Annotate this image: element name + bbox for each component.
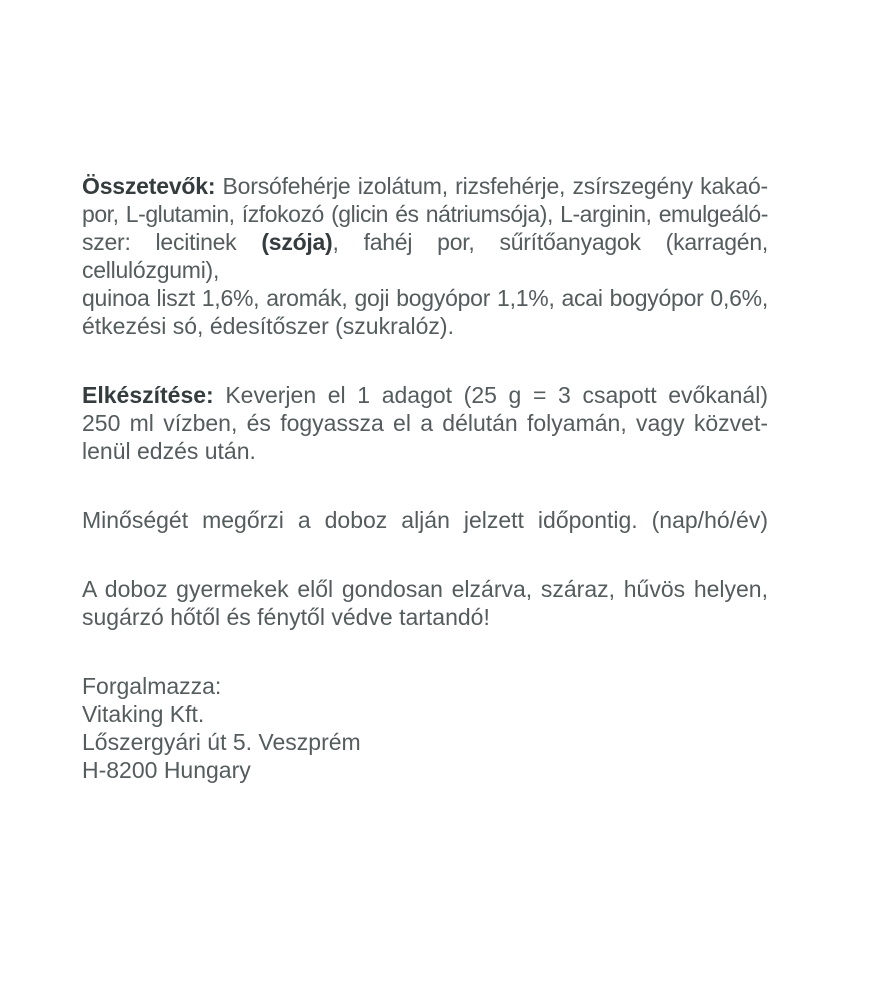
text-line: Forgalmazza: (82, 673, 222, 699)
text-line: Összetevők: Borsófehérje izolátum, rizsfehérje, zsírszegény kakaó- (82, 173, 769, 199)
text-line: Minőségét megőrzi a doboz alján jelzett időpontig. (nap/hó/év) (82, 507, 768, 533)
text-line: quinoa liszt 1,6%, aromák, goji bogyópor 1,1%, acai bogyópor 0,6%, (82, 285, 768, 311)
text-line: Lőszergyári út 5. Veszprém (82, 729, 361, 755)
label-content (82, 172, 768, 784)
preparation-paragraph (82, 381, 768, 465)
distributor-address-block (82, 672, 768, 784)
storage-warning-paragraph (82, 575, 768, 631)
text-line: 250 ml vízben, és fogyassza el a délután folyamán, vagy közvet- (82, 410, 768, 436)
text-line: étkezési só, édesítőszer (szukralóz). (82, 313, 454, 339)
text-line: A doboz gyermekek elől gondosan elzárva, száraz, hűvös helyen, (82, 576, 768, 602)
ingredients-paragraph (82, 172, 768, 340)
text-line: szer: lecitinek (szója), fahéj por, sűrítőanyagok (karragén, cellulózgumi), (82, 229, 769, 283)
text-line: Vitaking Kft. (82, 701, 205, 727)
text-line: Elkészítése: Keverjen el 1 adagot (25 g = 3 csapott evőkanál) (82, 382, 768, 408)
text-line: H-8200 Hungary (82, 757, 251, 783)
best-before-paragraph (82, 506, 768, 534)
text-line: sugárzó hőtől és fénytől védve tartandó! (82, 604, 490, 630)
text-line: lenül edzés után. (82, 438, 256, 464)
text-line: por, L-glutamin, ízfokozó (glicin és nátriumsója), L-arginin, emulgeáló- (82, 201, 768, 227)
